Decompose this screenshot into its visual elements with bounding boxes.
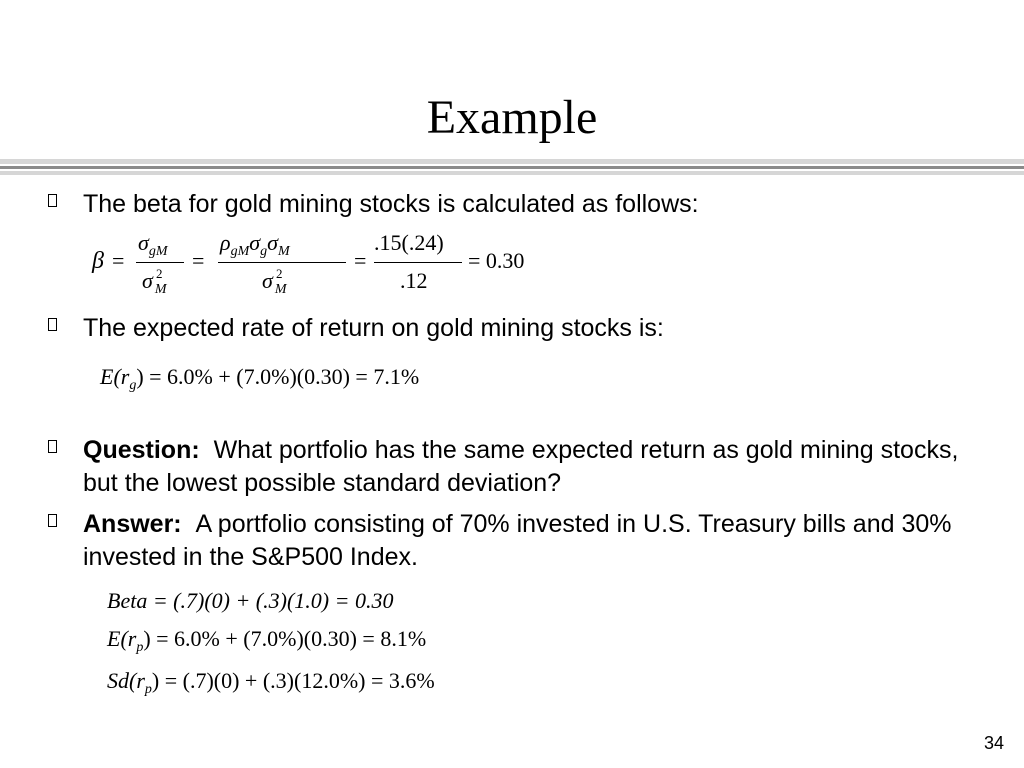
fraction-1-numerator: $\sigma_{gM}$ — [138, 230, 168, 259]
fraction-1-denominator: σ 2 $_M$ — [142, 266, 167, 297]
fraction-1-bar — [136, 262, 184, 263]
equals-sign: = — [112, 248, 125, 273]
question-text — [83, 434, 993, 500]
bullet-box-icon — [48, 318, 57, 331]
question-body: What portfolio has the same expected return as gold mining stocks, but the lowest possible standard deviation? — [83, 436, 959, 497]
portfolio-beta-formula: Beta = (.7)(0) + (.3)(1.0) = 0.30 — [107, 588, 394, 613]
answer-label: Answer: — [83, 510, 182, 538]
beta-result: = 0.30 — [468, 248, 525, 273]
portfolio-sd-formula: $Sd(r_p) = (.7)(0) + (.3)(12.0\%) = 3.6\%$ — [107, 668, 435, 697]
bullet-box-icon — [48, 440, 57, 453]
bullet-box-icon — [48, 514, 57, 527]
slide-title: Example — [426, 91, 598, 144]
portfolio-expected-return-formula: $E(r_p) = 6.0\% + (7.0\%)(0.30) = 8.1\%$ — [107, 626, 427, 655]
page-number: 34 — [983, 733, 1004, 753]
bullet-text: The expected rate of return on gold mining stocks is: — [83, 314, 664, 342]
bullet-item — [48, 312, 998, 346]
title-divider-dark — [0, 166, 1024, 169]
bullet-box-icon — [48, 194, 57, 207]
bullet-text: The beta for gold mining stocks is calculated as follows: — [83, 190, 699, 218]
equals-sign: = — [192, 248, 205, 273]
expected-return-formula: $E(r_g) = 6.0\% + (7.0\%)(0.30) = 7.1\%$ — [100, 364, 420, 393]
fraction-3-bar — [374, 262, 462, 263]
answer-body: A portfolio consisting of 70% invested in U.S. Treasury bills and 30% invested in the S&P500 Index. — [83, 510, 952, 571]
title-divider-light — [0, 171, 1024, 175]
question-label: Question: — [83, 436, 200, 464]
bullet-item-question — [48, 434, 998, 504]
equals-sign: = — [354, 248, 367, 273]
fraction-2-numerator: $\rho_{gM}\sigma_g\sigma_M$ — [220, 230, 290, 259]
bullet-item-answer — [48, 508, 998, 578]
bullet-item — [48, 188, 998, 222]
answer-text — [83, 508, 993, 574]
beta-formula — [92, 228, 552, 304]
fraction-3-denominator: .12 — [400, 268, 428, 293]
fraction-3-numerator: .15(.24) — [374, 230, 444, 255]
beta-symbol: β — [92, 248, 104, 274]
fraction-2-bar — [218, 262, 346, 263]
fraction-2-denominator: σ 2 $_M$ — [262, 266, 287, 297]
title-divider — [0, 159, 1024, 164]
